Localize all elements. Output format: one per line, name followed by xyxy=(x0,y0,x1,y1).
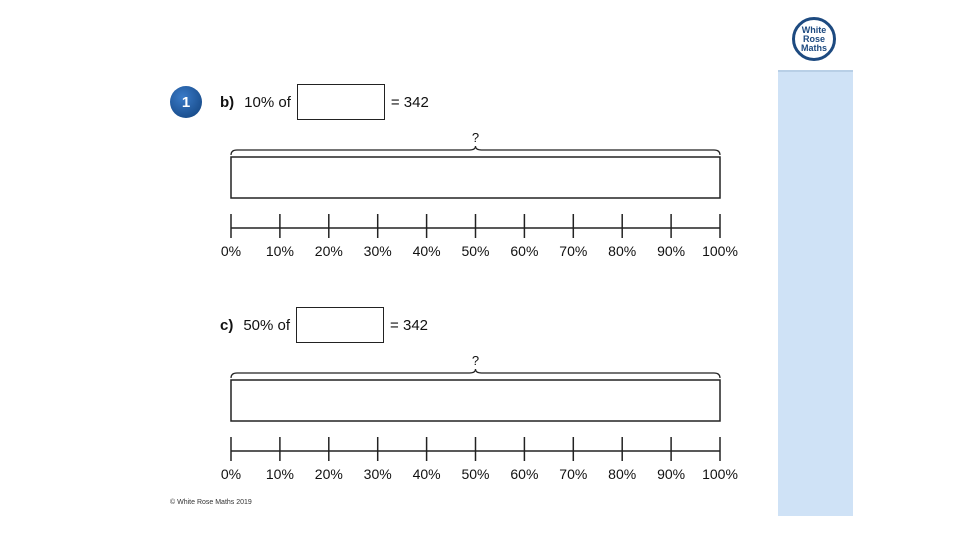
logo-line-3: Maths xyxy=(800,42,827,53)
percent-label: 50% xyxy=(461,466,490,482)
percent-label: 0% xyxy=(220,466,242,482)
percent-label: 60% xyxy=(510,466,539,482)
brace xyxy=(231,369,720,378)
percent-label: 60% xyxy=(510,243,539,259)
brace xyxy=(231,146,720,155)
percent-label: 20% xyxy=(314,466,343,482)
logo-line-2: Rose xyxy=(802,33,825,44)
percent-label: 30% xyxy=(363,466,392,482)
percent-label: 10% xyxy=(265,466,294,482)
brace-question-mark: ? xyxy=(471,353,480,368)
percent-text: 50% of xyxy=(243,316,291,334)
percent-label: 90% xyxy=(657,243,686,259)
percent-label: 20% xyxy=(314,243,343,259)
part-label: b) xyxy=(220,93,235,111)
percent-label: 0% xyxy=(220,243,242,259)
percent-label: 50% xyxy=(461,243,490,259)
percent-label: 30% xyxy=(363,243,392,259)
percent-label: 100% xyxy=(702,243,738,259)
percent-label: 100% xyxy=(702,466,738,482)
percent-label: 80% xyxy=(608,466,637,482)
equals-text: = 342 xyxy=(390,93,429,111)
question-number-badge: 1 xyxy=(170,86,202,118)
percent-label: 70% xyxy=(559,466,588,482)
percent-label: 40% xyxy=(412,466,441,482)
percent-label: 90% xyxy=(657,466,686,482)
equals-text: = 342 xyxy=(390,316,429,334)
percent-label: 70% xyxy=(559,243,588,259)
part-label: c) xyxy=(220,316,234,334)
bar-model-rectangle xyxy=(231,380,720,421)
logo-line-1: White xyxy=(801,24,827,35)
percent-text: 10% of xyxy=(244,93,291,111)
percent-label: 80% xyxy=(608,243,637,259)
bar-model-rectangle xyxy=(231,157,720,198)
percent-label: 40% xyxy=(412,243,441,259)
percent-label: 10% xyxy=(265,243,294,259)
brace-question-mark: ? xyxy=(471,130,480,145)
copyright-footer: © White Rose Maths 2019 xyxy=(170,499,252,506)
